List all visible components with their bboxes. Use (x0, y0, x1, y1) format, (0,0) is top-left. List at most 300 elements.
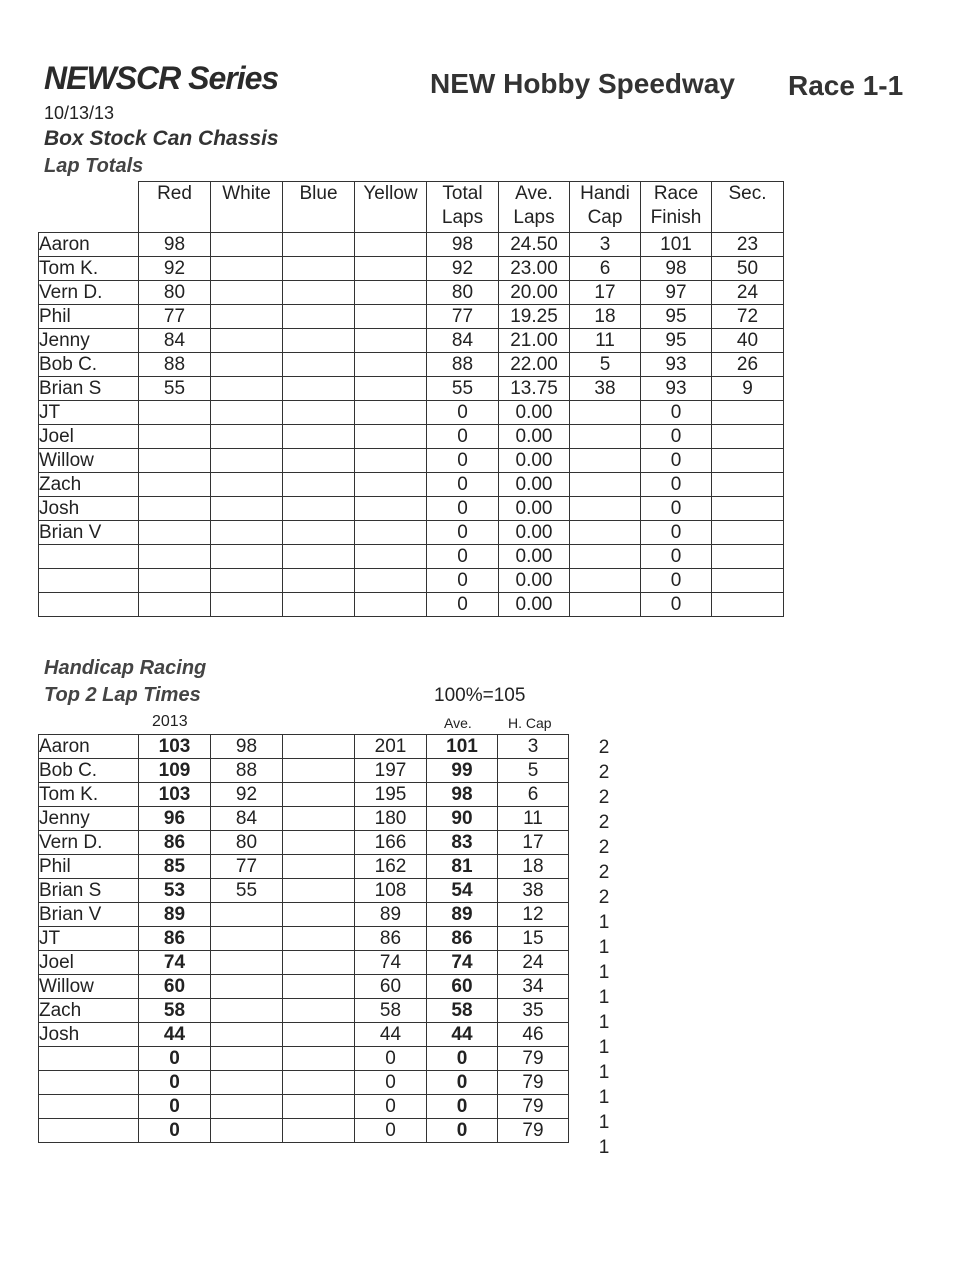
table-cell: 0 (427, 1047, 498, 1071)
table-cell (283, 975, 355, 999)
racer-name: Willow (39, 975, 139, 999)
table-cell: 95 (641, 305, 712, 329)
column-header-line1: Ave. (515, 183, 553, 204)
heat-count: 1 (598, 1062, 610, 1083)
table-cell: 81 (427, 855, 498, 879)
table-cell: 24 (498, 951, 569, 975)
table-cell (211, 473, 283, 497)
table-cell: 0 (139, 1119, 211, 1143)
table-cell: 58 (427, 999, 498, 1023)
table-row (39, 497, 784, 521)
table-cell: 109 (139, 759, 211, 783)
table-cell (211, 377, 283, 401)
racer-name: JT (39, 927, 139, 951)
table-row (39, 545, 784, 569)
table-cell (570, 521, 641, 545)
racer-name: Brian S (39, 377, 139, 401)
column-header (427, 182, 499, 233)
table-cell: 0 (641, 545, 712, 569)
table-cell (283, 855, 355, 879)
table-row (39, 521, 784, 545)
table-cell (355, 305, 427, 329)
heat-count: 2 (598, 787, 610, 808)
table-cell (211, 975, 283, 999)
table-cell: 0 (641, 497, 712, 521)
table-cell: 13.75 (499, 377, 570, 401)
table-row (39, 855, 569, 879)
table-cell (211, 1023, 283, 1047)
table-cell (139, 545, 211, 569)
table-cell: 89 (139, 903, 211, 927)
table-cell: 0 (641, 449, 712, 473)
race-title: Race 1-1 (788, 70, 904, 101)
table-cell: 84 (427, 329, 499, 353)
table-row (39, 951, 569, 975)
table-cell: 58 (355, 999, 427, 1023)
table-cell: 55 (211, 879, 283, 903)
table-cell: 98 (139, 233, 211, 257)
table-row (39, 1095, 569, 1119)
racer-name (39, 545, 139, 569)
table-cell (139, 569, 211, 593)
racer-name (39, 1095, 139, 1119)
table-cell (355, 593, 427, 617)
table-cell: 86 (355, 927, 427, 951)
racer-name: Bob C. (39, 759, 139, 783)
racer-name: JT (39, 401, 139, 425)
table-cell: 50 (712, 257, 784, 281)
table-cell (570, 449, 641, 473)
table-cell: 23 (712, 233, 784, 257)
table-cell: 93 (641, 353, 712, 377)
table-cell: 162 (355, 855, 427, 879)
table-cell: 201 (355, 735, 427, 759)
table-cell: 79 (498, 1047, 569, 1071)
table-cell: 24.50 (499, 233, 570, 257)
table-cell: 0 (427, 593, 499, 617)
table-cell (211, 1071, 283, 1095)
table-cell (283, 783, 355, 807)
table-cell: 0 (355, 1095, 427, 1119)
racer-name: Zach (39, 473, 139, 497)
table-cell: 92 (139, 257, 211, 281)
table-cell: 92 (211, 783, 283, 807)
table-cell: 86 (427, 927, 498, 951)
table-cell: 9 (712, 377, 784, 401)
table-cell: 0 (139, 1047, 211, 1071)
table-cell (283, 353, 355, 377)
table-cell: 77 (211, 855, 283, 879)
table-cell: 103 (139, 735, 211, 759)
table-cell: 103 (139, 783, 211, 807)
table-cell: 74 (355, 951, 427, 975)
table-cell: 0 (641, 569, 712, 593)
table-row (39, 401, 784, 425)
table-cell (283, 401, 355, 425)
table-cell (139, 401, 211, 425)
table-cell: 38 (498, 879, 569, 903)
table-cell: 180 (355, 807, 427, 831)
table-row (39, 377, 784, 401)
table-cell: 34 (498, 975, 569, 999)
heat-count: 1 (598, 962, 610, 983)
top-lap-times-heading: Top 2 Lap Times (44, 684, 201, 706)
table-cell: 46 (498, 1023, 569, 1047)
table-cell: 17 (570, 281, 641, 305)
table-cell: 0 (641, 473, 712, 497)
table-cell (283, 1047, 355, 1071)
racer-name: Phil (39, 305, 139, 329)
table-cell: 195 (355, 783, 427, 807)
table-cell: 79 (498, 1071, 569, 1095)
table-cell (283, 449, 355, 473)
column-header-line1: Sec. (728, 183, 767, 204)
table-cell: 0 (427, 425, 499, 449)
table-cell: 97 (641, 281, 712, 305)
table-cell: 83 (427, 831, 498, 855)
table-cell: 84 (211, 807, 283, 831)
table-row (39, 329, 784, 353)
table-cell (570, 473, 641, 497)
heat-count: 1 (598, 1137, 610, 1158)
racer-name: Brian S (39, 879, 139, 903)
table-cell: 0 (427, 497, 499, 521)
table-cell: 80 (139, 281, 211, 305)
table-cell (712, 425, 784, 449)
table-cell: 0 (355, 1119, 427, 1143)
table-cell: 88 (211, 759, 283, 783)
column-header-line1: Race (653, 183, 699, 204)
table-cell (283, 545, 355, 569)
table-cell: 77 (427, 305, 499, 329)
table-cell: 40 (712, 329, 784, 353)
table-row (39, 807, 569, 831)
column-header-line2: Finish (650, 207, 702, 228)
lap-header-row (39, 182, 784, 233)
table-cell: 0.00 (499, 497, 570, 521)
percent-label: 100%=105 (434, 685, 526, 706)
racer-name: Joel (39, 951, 139, 975)
table-cell: 80 (211, 831, 283, 855)
table-row (39, 305, 784, 329)
table-cell (139, 521, 211, 545)
table-cell (211, 425, 283, 449)
table-cell (712, 473, 784, 497)
table-cell: 90 (427, 807, 498, 831)
table-cell: 166 (355, 831, 427, 855)
table-cell (211, 1095, 283, 1119)
table-cell: 84 (139, 329, 211, 353)
table-cell: 21.00 (499, 329, 570, 353)
table-row (39, 927, 569, 951)
table-cell: 93 (641, 377, 712, 401)
table-cell (139, 473, 211, 497)
table-cell (211, 281, 283, 305)
table-cell (570, 401, 641, 425)
table-cell (283, 521, 355, 545)
table-cell (211, 951, 283, 975)
table-cell: 79 (498, 1095, 569, 1119)
table-cell: 108 (355, 879, 427, 903)
table-cell: 0 (355, 1071, 427, 1095)
table-cell (211, 545, 283, 569)
table-cell: 98 (427, 233, 499, 257)
table-cell: 23.00 (499, 257, 570, 281)
table-cell: 0.00 (499, 449, 570, 473)
table-cell: 77 (139, 305, 211, 329)
table-cell: 18 (570, 305, 641, 329)
table-cell: 12 (498, 903, 569, 927)
table-cell: 0 (139, 1095, 211, 1119)
table-cell (355, 233, 427, 257)
table-row (39, 353, 784, 377)
racer-name: Brian V (39, 903, 139, 927)
table-cell (355, 425, 427, 449)
table-cell: 15 (498, 927, 569, 951)
table-cell (570, 425, 641, 449)
table-cell (283, 281, 355, 305)
table-cell (712, 521, 784, 545)
table-cell: 17 (498, 831, 569, 855)
table-cell: 55 (427, 377, 499, 401)
table-cell: 98 (641, 257, 712, 281)
table-cell (355, 473, 427, 497)
table-cell (712, 449, 784, 473)
header-corner (39, 182, 139, 233)
racer-name: Zach (39, 999, 139, 1023)
racer-name (39, 1119, 139, 1143)
table-row (39, 473, 784, 497)
series-title: NEWSCR Series (44, 60, 279, 96)
table-cell (139, 425, 211, 449)
table-cell (211, 903, 283, 927)
table-row (39, 735, 569, 759)
table-row (39, 1071, 569, 1095)
racer-name: Brian V (39, 521, 139, 545)
table-cell: 22.00 (499, 353, 570, 377)
table-cell: 86 (139, 927, 211, 951)
table-cell: 58 (139, 999, 211, 1023)
racer-name (39, 1047, 139, 1071)
table-cell (283, 951, 355, 975)
table-cell: 89 (427, 903, 498, 927)
table-cell (283, 879, 355, 903)
table-cell (355, 521, 427, 545)
table-row (39, 257, 784, 281)
table-cell (283, 831, 355, 855)
table-cell: 44 (427, 1023, 498, 1047)
table-cell (283, 759, 355, 783)
table-cell: 0 (139, 1071, 211, 1095)
table-cell (283, 377, 355, 401)
table-cell: 74 (139, 951, 211, 975)
table-cell: 0 (641, 593, 712, 617)
heat-count: 1 (598, 1037, 610, 1058)
table-cell (283, 329, 355, 353)
table-cell: 0 (641, 521, 712, 545)
table-cell: 0 (427, 1119, 498, 1143)
table-cell: 0 (427, 1071, 498, 1095)
race-date: 10/13/13 (44, 103, 115, 123)
column-header (570, 182, 641, 233)
table-row (39, 903, 569, 927)
column-header (712, 182, 784, 233)
table-cell: 3 (498, 735, 569, 759)
column-header-line1: Blue (299, 183, 338, 204)
racer-name: Phil (39, 855, 139, 879)
table-cell (211, 1047, 283, 1071)
table-cell (283, 305, 355, 329)
table-cell: 0 (427, 569, 499, 593)
table-cell: 98 (211, 735, 283, 759)
table-cell (570, 545, 641, 569)
column-header (211, 182, 283, 233)
table-cell (283, 1095, 355, 1119)
table-cell (355, 377, 427, 401)
table-cell (211, 353, 283, 377)
table-cell: 0 (641, 401, 712, 425)
table-cell: 60 (355, 975, 427, 999)
table-cell (570, 593, 641, 617)
table-cell (283, 425, 355, 449)
heat-count: 1 (598, 1112, 610, 1133)
table-cell: 0.00 (499, 593, 570, 617)
handicap-table (38, 734, 569, 1143)
heat-count: 1 (598, 1012, 610, 1033)
column-header-line1: Total (442, 183, 483, 204)
table-cell (211, 927, 283, 951)
table-cell (283, 1119, 355, 1143)
table-cell (211, 593, 283, 617)
table-row (39, 783, 569, 807)
table-cell: 88 (427, 353, 499, 377)
racer-name: Jenny (39, 807, 139, 831)
table-cell (211, 569, 283, 593)
heat-count: 2 (598, 737, 610, 758)
table-cell (355, 353, 427, 377)
table-cell (211, 999, 283, 1023)
table-cell (283, 903, 355, 927)
table-cell (355, 281, 427, 305)
column-header-line2: Laps (441, 207, 484, 228)
table-cell (211, 497, 283, 521)
table-row (39, 1047, 569, 1071)
table-cell: 0 (641, 425, 712, 449)
table-cell (139, 497, 211, 521)
table-cell: 44 (355, 1023, 427, 1047)
heat-count: 1 (598, 912, 610, 933)
year-label: 2013 (152, 713, 188, 730)
table-cell (211, 449, 283, 473)
hcap-label: H. Cap (508, 715, 552, 731)
table-cell: 72 (712, 305, 784, 329)
table-cell: 26 (712, 353, 784, 377)
racer-name: Tom K. (39, 783, 139, 807)
table-cell (283, 735, 355, 759)
racer-name: Aaron (39, 233, 139, 257)
table-cell (355, 569, 427, 593)
table-cell: 0.00 (499, 401, 570, 425)
table-cell: 0.00 (499, 569, 570, 593)
table-cell: 79 (498, 1119, 569, 1143)
table-row (39, 1119, 569, 1143)
table-cell (283, 257, 355, 281)
table-row (39, 831, 569, 855)
column-header (641, 182, 712, 233)
racer-name: Joel (39, 425, 139, 449)
table-cell: 6 (498, 783, 569, 807)
lap-totals-heading: Lap Totals (44, 155, 144, 177)
table-cell: 80 (427, 281, 499, 305)
table-cell (355, 257, 427, 281)
column-header-line2: Laps (513, 207, 555, 228)
table-cell (570, 497, 641, 521)
column-header (499, 182, 570, 233)
table-cell (283, 807, 355, 831)
track-title: NEW Hobby Speedway (430, 68, 735, 99)
column-header-line1: Handi (580, 183, 630, 204)
table-cell (570, 569, 641, 593)
column-header (283, 182, 355, 233)
heat-count: 1 (598, 1087, 610, 1108)
column-header (355, 182, 427, 233)
table-cell (139, 449, 211, 473)
table-cell (211, 1119, 283, 1143)
table-cell: 99 (427, 759, 498, 783)
table-cell (283, 569, 355, 593)
table-cell (283, 233, 355, 257)
table-cell: 0 (427, 545, 499, 569)
table-cell: 89 (355, 903, 427, 927)
table-cell (211, 401, 283, 425)
racer-name: Aaron (39, 735, 139, 759)
heat-count: 2 (598, 837, 610, 858)
table-cell: 0.00 (499, 473, 570, 497)
racer-name: Josh (39, 497, 139, 521)
racer-name: Jenny (39, 329, 139, 353)
table-cell: 0 (427, 521, 499, 545)
heat-count: 2 (598, 862, 610, 883)
table-cell: 0 (427, 1095, 498, 1119)
table-cell (355, 449, 427, 473)
class-name: Box Stock Can Chassis (44, 127, 279, 150)
table-cell (283, 927, 355, 951)
table-cell (355, 545, 427, 569)
table-cell (283, 593, 355, 617)
table-cell: 101 (641, 233, 712, 257)
table-row (39, 999, 569, 1023)
table-cell (211, 329, 283, 353)
table-cell: 5 (570, 353, 641, 377)
table-cell: 18 (498, 855, 569, 879)
table-cell (712, 497, 784, 521)
table-cell (283, 1071, 355, 1095)
table-cell: 0.00 (499, 545, 570, 569)
table-cell (283, 1023, 355, 1047)
table-cell: 95 (641, 329, 712, 353)
table-row (39, 759, 569, 783)
table-cell: 96 (139, 807, 211, 831)
table-row (39, 569, 784, 593)
lap-totals-table (38, 181, 784, 617)
racer-name (39, 1071, 139, 1095)
table-cell: 0.00 (499, 521, 570, 545)
table-cell: 0 (427, 449, 499, 473)
table-cell: 11 (498, 807, 569, 831)
table-cell: 20.00 (499, 281, 570, 305)
table-cell (211, 305, 283, 329)
table-cell: 197 (355, 759, 427, 783)
